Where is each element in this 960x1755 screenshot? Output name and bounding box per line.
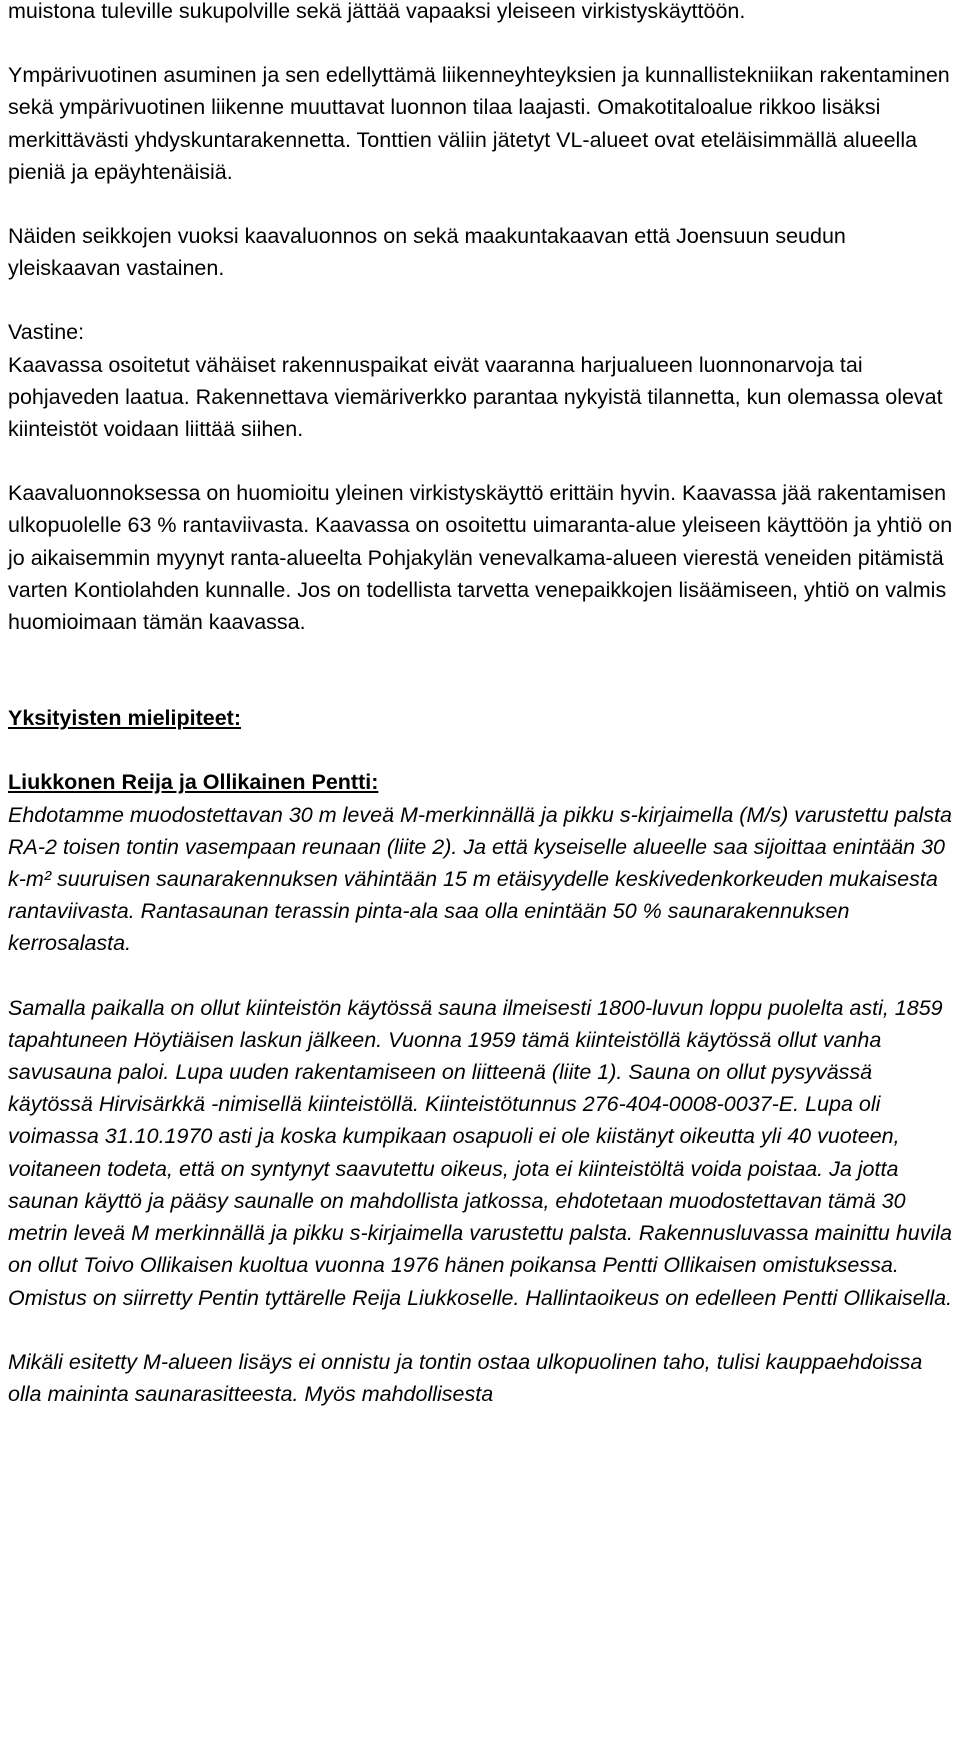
document-body — [8, 0, 960, 1442]
intro-paragraph-1: muistona tuleville sukupolville sekä jättää vapaaksi yleiseen virkistyskäyttöön. — [8, 0, 746, 23]
section-spacer — [8, 670, 960, 702]
commenter-name: Liukkonen Reija ja Ollikainen Pentti: — [8, 770, 379, 795]
vastine-paragraph-2: Kaavaluonnoksessa on huomioitu yleinen virkistyskäyttö erittäin hyvin. Kaavassa jää rakentamisen ulkopuolelle 63 % rantaviivasta. Kaavassa on osoitettu uimaranta-alue yleiseen käyttöön ja yhtiö on jo aikaisemmin myynyt ranta-alueelta Pohjakylän venevalkama-alueen vierestä veneiden pitämistä varten Kontiolahden kunnalle. Jos on todellista tarvetta venepaikkojen lisäämiseen, yhtiö on valmis huomioimaan tämän kaavassa. — [8, 481, 953, 635]
opinion-paragraph-3: Mikäli esitetty M-alueen lisäys ei onnistu ja tontin ostaa ulkopuolinen taho, tulisi kauppaehdoissa olla maininta saunarasitteesta. Myös mahdollisesta — [8, 1349, 923, 1406]
opinion-paragraph-2: Samalla paikalla on ollut kiinteistön käytössä sauna ilmeisesti 1800-luvun loppu puolelta asti, 1859 tapahtuneen Höytiäisen laskun jälkeen. Vuonna 1959 tämä kiinteistöllä käytössä ollut vanha savusauna paloi. Lupa uuden rakentamiseen on liitteenä (liite 1). Sauna on ollut pysyvässä käytössä Hirvisärkkä -nimisellä kiinteistöllä. Kiinteistötunnus 276-404-0008-0037-E. Lupa oli voimassa 31.10.1970 asti ja koska kumpikaan osapuoli ei ole kiistänyt oikeutta yli 40 vuoteen, voitaneen todeta, että on syntynyt saavutettu oikeus, jota ei kiinteistöltä voida poistaa. Ja jotta saunan käyttö ja pääsy saunalle on mahdollista jatkossa, ehdotetaan muodostettavan tämä 30 metrin leveä M merkinnällä ja pikku s-kirjaimella varustettu palsta. Rakennusluvassa mainittu huvila on ollut Toivo Ollikaisen kuoltua vuonna 1976 hänen poikansa Pentti Ollikaisen omistuksessa. Omistus on siirretty Pentin tyttärelle Reija Liukkoselle. Hallintaoikeus on edelleen Pentti Ollikaisella. — [8, 995, 953, 1310]
intro-paragraph-2: Ympärivuotinen asuminen ja sen edellyttämä liikenneyhteyksien ja kunnallistekniikan rakentaminen sekä ympärivuotinen liikenne muuttavat luonnon tilaa laajasti. Omakotitaloalue rikkoo lisäksi merkittävästi yhdyskuntarakennetta. Tonttien väliin jätetyt VL-alueet ovat eteläisimmällä alueella pieniä ja epäyhtenäisiä. — [8, 63, 950, 184]
vastine-paragraph-1: Kaavassa osoitetut vähäiset rakennuspaikat eivät vaaranna harjualueen luonnonarvoja tai pohjaveden laatua. Rakennettava viemäriverkko parantaa nykyistä tilannetta, kun olemassa olevat kiinteistöt voidaan liittää siihen. — [8, 352, 943, 442]
intro-paragraph-3: Näiden seikkojen vuoksi kaavaluonnos on sekä maakuntakaavan että Joensuun seudun yleiskaavan vastainen. — [8, 224, 846, 281]
vastine-label: Vastine: — [8, 320, 85, 345]
section-heading: Yksityisten mielipiteet: — [8, 706, 241, 731]
opinion-paragraph-1: Ehdotamme muodostettavan 30 m leveä M-merkinnällä ja pikku s-kirjaimella (M/s) varustettu palsta RA-2 toisen tontin vasempaan reunaan (liite 2). Ja että kyseiselle alueelle saa sijoittaa enintään 30 k-m² suuruisen saunarakennuksen vähintään 15 m etäisyydelle keskivedenkorkeuden mukaisesta rantaviivasta. Rantasaunan terassin pinta-ala saa olla enintään 50 % saunarakennuksen kerrosalasta. — [8, 802, 952, 956]
